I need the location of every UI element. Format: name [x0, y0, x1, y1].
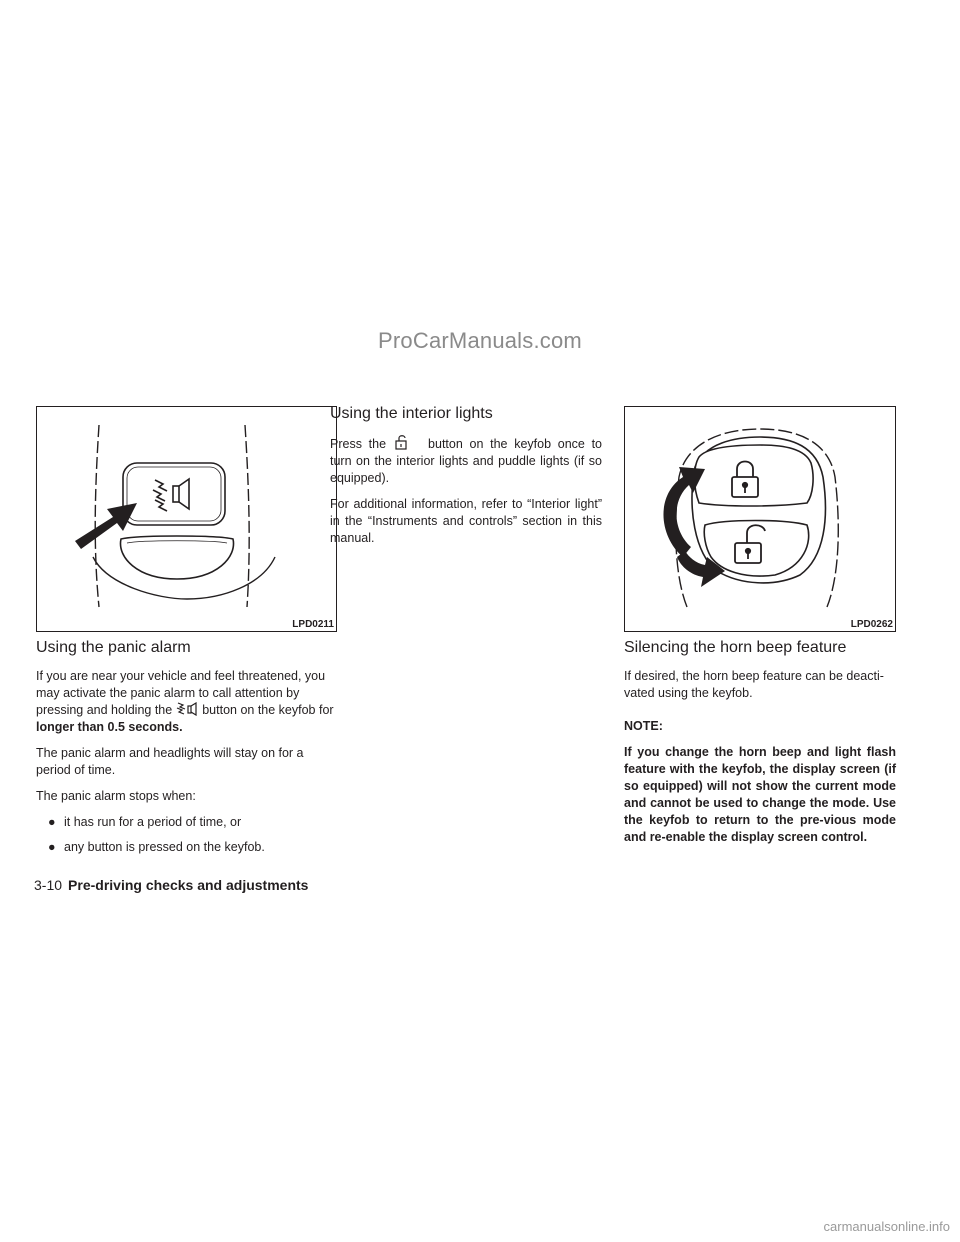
bullet-marker: ●: [48, 840, 56, 854]
keyfob-panic-illustration: [37, 407, 336, 631]
figure-code: LPD0262: [850, 619, 893, 630]
paragraph-text: If you are near your vehicle and feel threatened, you may activate the panic alarm to call attention by pressing and holding the: [36, 669, 326, 717]
note-title: NOTE:: [624, 719, 663, 733]
watermark: ProCarManuals.com: [378, 328, 582, 353]
paragraph: If desired, the horn beep feature can be deacti-vated using the keyfob.: [624, 669, 884, 700]
paragraph-text: button on the keyfob for: [202, 703, 334, 717]
list-item-text: any button is pressed on the keyfob.: [64, 840, 265, 854]
interior-section: [330, 404, 602, 556]
section-heading: Using the interior lights: [330, 405, 493, 422]
page-footer: [34, 877, 308, 893]
emphasis-text: longer than 0.5 seconds.: [36, 720, 183, 734]
list-item: [36, 814, 336, 831]
paragraph: For additional information, refer to “Interior light” in the “Instruments and controls” section in this manual.: [330, 497, 602, 545]
paragraph: [330, 434, 602, 487]
paragraph-text: Press the: [330, 437, 387, 451]
list-item: [36, 839, 336, 856]
section-heading: Silencing the horn beep feature: [624, 639, 847, 656]
panic-section: [36, 638, 336, 864]
bullet-list: [36, 814, 336, 856]
unlock-icon: [394, 434, 408, 448]
figure-lock-unlock: [624, 406, 896, 632]
paragraph: The panic alarm and headlights will stay on for a period of time.: [36, 746, 304, 777]
paragraph: The panic alarm stops when:: [36, 789, 196, 803]
figure-panic-button: [36, 406, 337, 632]
keyfob-lock-unlock-illustration: [625, 407, 895, 631]
figure-code: LPD0211: [292, 619, 334, 630]
note-body: If you change the horn beep and light flash feature with the keyfob, the display screen (if so equipped) will not show the current mode and cannot be used to change the mode. Use the keyfob to return to the pre-vious mode and re-enable the display screen control.: [624, 745, 896, 844]
paragraph: [36, 668, 336, 736]
horn-section: [624, 638, 896, 846]
paragraph-text: button on the keyfob once to turn on the interior lights and puddle lights (if so equipped).: [330, 437, 602, 485]
section-title: Pre-driving checks and adjustments: [68, 877, 309, 893]
section-heading: Using the panic alarm: [36, 639, 191, 656]
brand-watermark: carmanualsonline.info: [823, 1219, 950, 1234]
page-number: 3-10: [34, 877, 63, 893]
panic-alarm-icon: [176, 702, 198, 716]
list-item-text: it has run for a period of time, or: [64, 815, 242, 829]
bullet-marker: ●: [48, 815, 56, 829]
